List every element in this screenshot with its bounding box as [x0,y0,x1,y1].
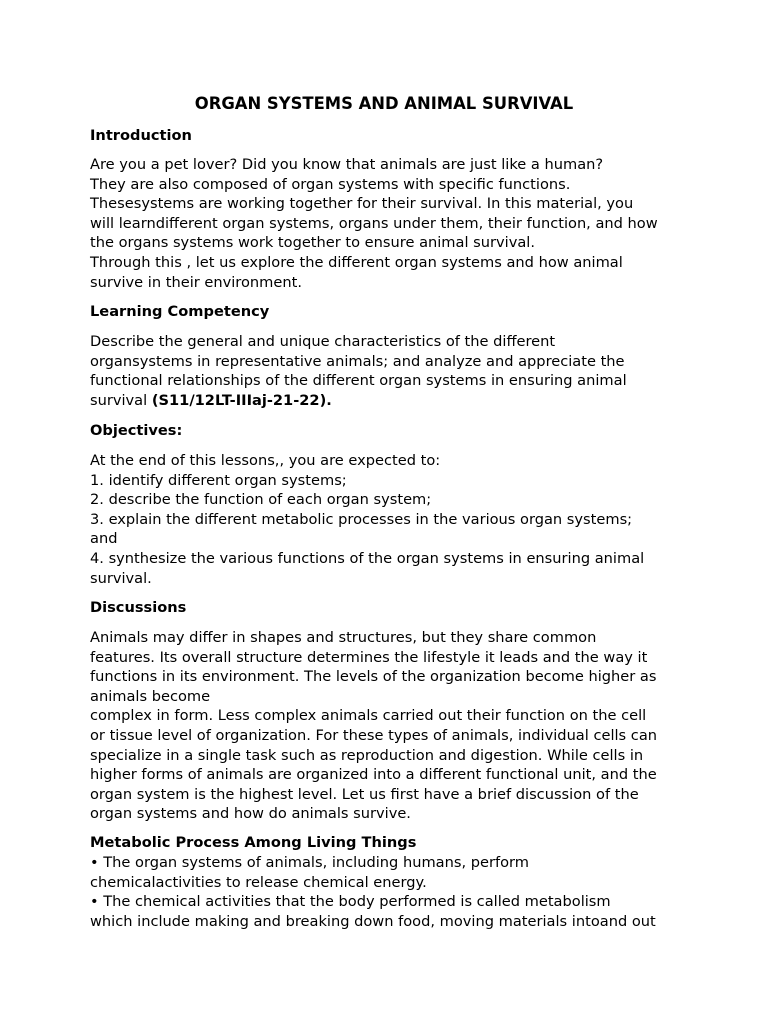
list-item: and [90,530,118,548]
metabolic-paragraph [90,853,656,931]
learning-competency-paragraph [90,332,627,410]
paragraph-line: will learndifferent organ systems, organs under them, their function, and how [90,214,658,232]
paragraph-line: survive in their environment. [90,273,302,291]
document-title: ORGAN SYSTEMS AND ANIMAL SURVIVAL [194,94,574,113]
paragraph-line: which include making and breaking down food, moving materials intoand out [90,912,656,930]
objectives-heading: Objectives: [90,422,183,439]
list-item: At the end of this lessons,, you are expected to: [90,452,441,469]
paragraph-line: specialize in a single task such as reproduction and digestion. While cells in [90,746,644,764]
paragraph-line: the organs systems work together to ensure animal survival. [90,234,535,252]
paragraph-line: organ system is the highest level. Let us first have a brief discussion of the [90,785,639,803]
list-item: survival. [90,569,152,587]
metabolic-heading: Metabolic Process Among Living Things [90,834,417,851]
competency-code: (S11/12LT-IIIaj-21-22). [151,391,332,409]
list-item: 4. synthesize the various functions of the organ systems in ensuring animal [90,549,645,567]
discussions-heading: Discussions [90,599,187,616]
paragraph-line: functions in its environment. The levels of the organization become higher as [90,668,657,686]
paragraph-line: • The chemical activities that the body performed is called metabolism [90,893,611,911]
discussions-paragraph [90,628,657,824]
paragraph-line: organsystems in representative animals; and analyze and appreciate the [90,352,625,370]
introduction-heading: Introduction [90,127,192,144]
paragraph-line [90,391,627,411]
list-item: 1. identify different organ systems; [90,471,347,489]
objectives-list [90,451,644,588]
paragraph-line: higher forms of animals are organized into a different functional unit, and the [90,766,657,784]
paragraph-line: organ systems and how do animals survive. [90,805,411,823]
paragraph-line: • The organ systems of animals, including humans, perform [90,854,530,871]
paragraph-line: Are you a pet lover? Did you know that animals are just like a human? [90,156,604,173]
competency-text: survival [90,391,152,409]
paragraph-line: complex in form. Less complex animals carried out their function on the cell [90,707,647,725]
paragraph-line: or tissue level of organization. For these types of animals, individual cells can [90,726,658,744]
paragraph-line: Thesesystems are working together for their survival. In this material, you [90,195,634,213]
paragraph-line: chemicalactivities to release chemical energy. [90,873,427,891]
paragraph-line: functional relationships of the different organ systems in ensuring animal [90,372,627,390]
paragraph-line: animals become [90,687,211,705]
introduction-paragraph [90,155,658,292]
paragraph-line: Through this , let us explore the different organ systems and how animal [90,253,623,271]
paragraph-line: Animals may differ in shapes and structures, but they share common [90,629,597,646]
list-item: 2. describe the function of each organ system; [90,491,432,509]
paragraph-line: Describe the general and unique characteristics of the different [90,333,556,350]
paragraph-line: features. Its overall structure determines the lifestyle it leads and the way it [90,648,648,666]
list-item: 3. explain the different metabolic processes in the various organ systems; [90,510,633,528]
paragraph-line: They are also composed of organ systems with specific functions. [90,175,571,193]
learning-competency-heading: Learning Competency [90,303,270,320]
